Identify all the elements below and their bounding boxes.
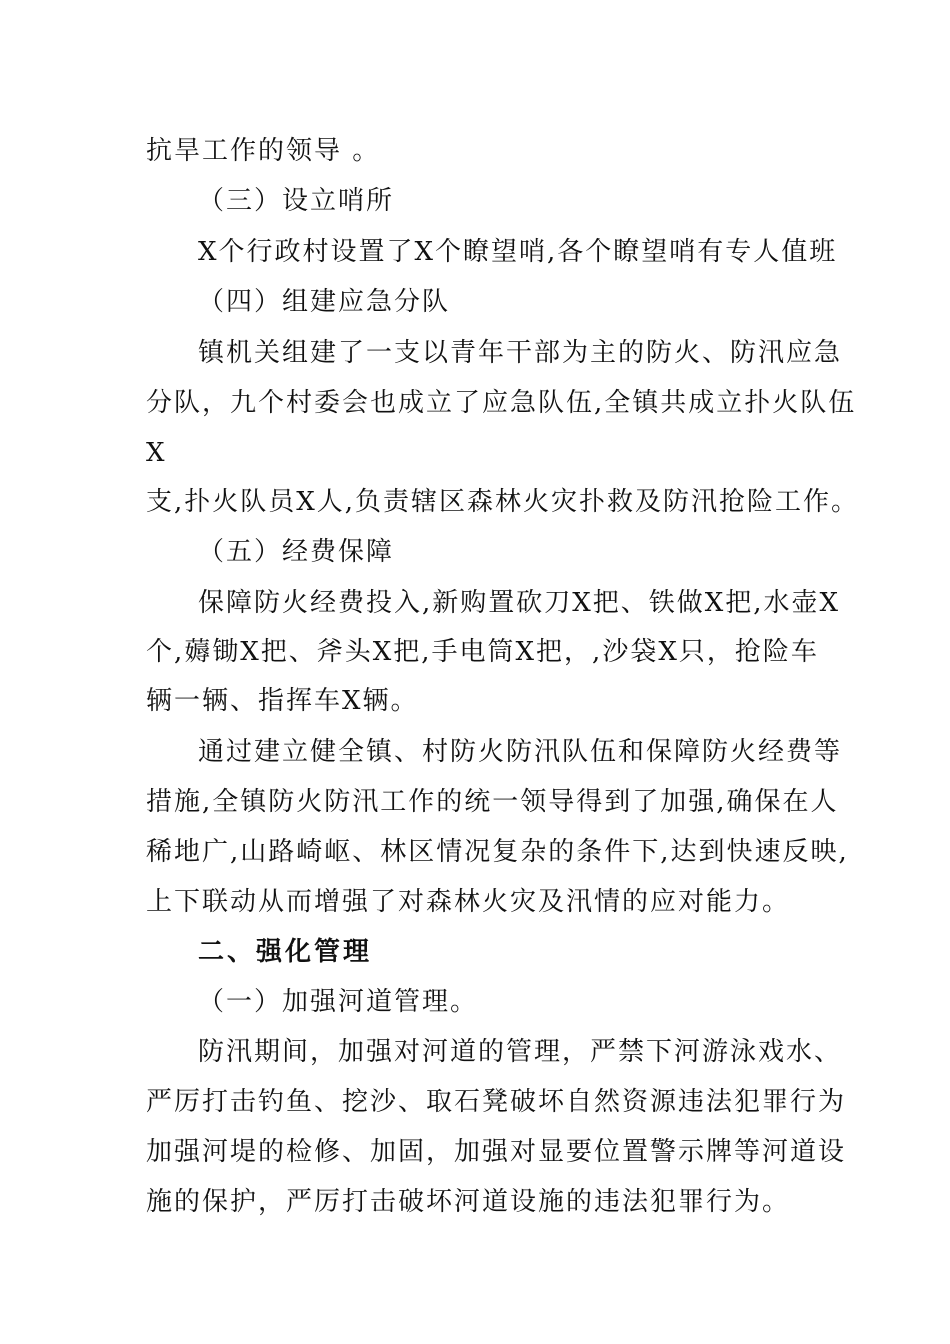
- paragraph-line: 抗旱工作的领导 。: [146, 136, 381, 166]
- paragraph-line: 辆一辆、指挥车X辆。: [146, 686, 419, 716]
- subheading-1: （一）加强河道管理。: [198, 987, 479, 1017]
- paragraph-line: 镇机关组建了一支以青年干部为主的防火、防汛应急: [198, 338, 843, 368]
- paragraph-line: 支,扑火队员X人,负责辖区森林火灾扑救及防汛抢险工作。: [146, 487, 860, 517]
- paragraph-line: 严厉打击钓鱼、挖沙、取石凳破坏自然资源违法犯罪行为: [146, 1087, 847, 1117]
- paragraph-line: 个,薅锄X把、斧头X把,手电筒X把，,沙袋X只，抢险车: [146, 637, 819, 667]
- paragraph-line: 施的保护，严厉打击破坏河道设施的违法犯罪行为。: [146, 1187, 791, 1217]
- subheading-3: （三）设立哨所: [198, 186, 395, 216]
- paragraph-line: 通过建立健全镇、村防火防汛队伍和保障防火经费等: [198, 737, 843, 767]
- subheading-5: （五）经费保障: [198, 537, 395, 567]
- paragraph-line: 防汛期间，加强对河道的管理，严禁下河游泳戏水、: [198, 1037, 843, 1067]
- paragraph-line: 保障防火经费投入,新购置砍刀X把、铁做X把,水壶X: [198, 588, 841, 618]
- subheading-4: （四）组建应急分队: [198, 287, 451, 317]
- paragraph-line: 上下联动从而增强了对森林火灾及汛情的应对能力。: [146, 887, 791, 917]
- paragraph-line: 加强河堤的检修、加固，加强对显要位置警示牌等河道设: [146, 1137, 847, 1167]
- paragraph-line: 措施,全镇防火防汛工作的统一领导得到了加强,确保在人: [146, 787, 839, 817]
- section-heading: 二、强化管理: [198, 937, 373, 967]
- paragraph-line: X个行政村设置了X个瞭望哨,各个瞭望哨有专人值班: [198, 237, 838, 267]
- paragraph-line: 稀地广,山路崎岖、林区情况复杂的条件下,达到快速反映,: [146, 837, 849, 867]
- paragraph-line: X: [146, 438, 167, 468]
- paragraph-line: 分队，九个村委会也成立了应急队伍,全镇共成立扑火队伍: [146, 388, 857, 418]
